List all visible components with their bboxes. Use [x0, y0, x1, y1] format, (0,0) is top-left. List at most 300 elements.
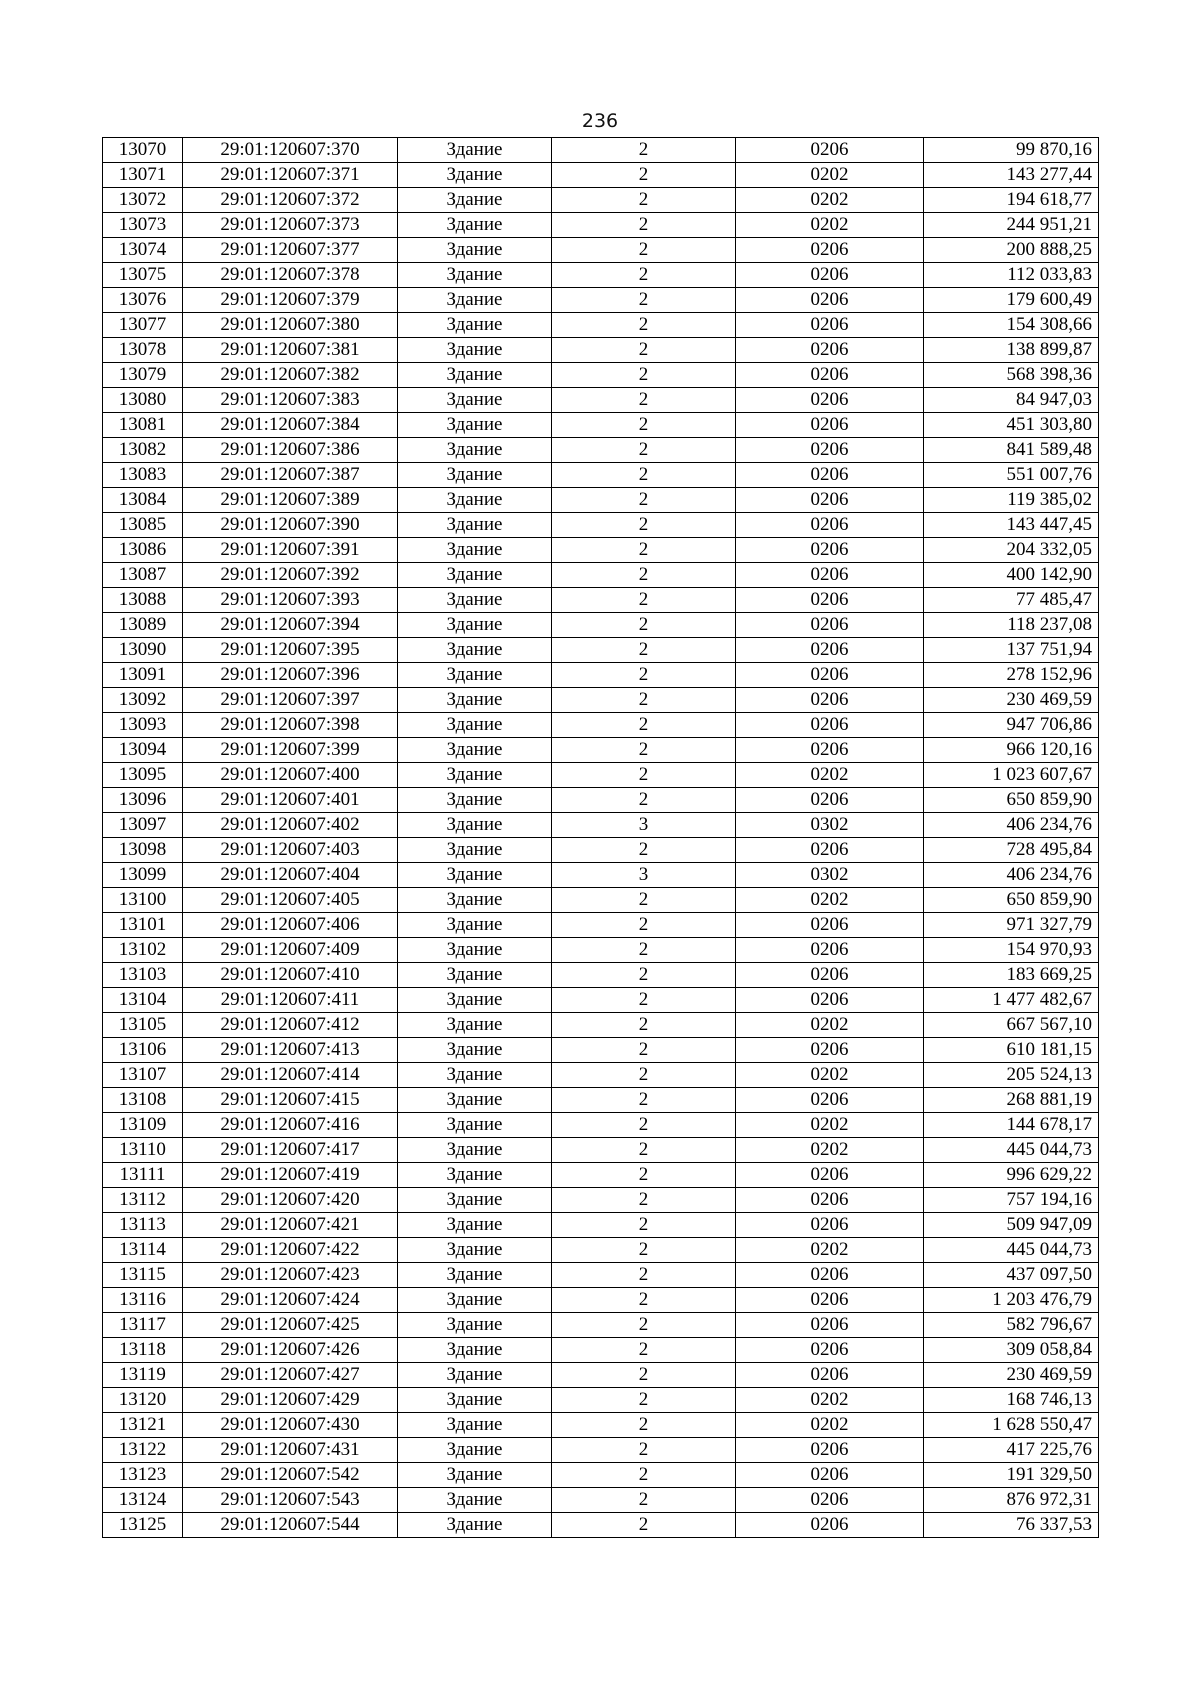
table-row — [103, 1013, 1099, 1038]
row-number-cell: 13115 — [103, 1263, 183, 1288]
group-cell: 2 — [552, 1213, 736, 1238]
cadastral-value-cell: 568 398,36 — [924, 363, 1099, 388]
group-cell: 2 — [552, 1163, 736, 1188]
object-type-cell: Здание — [398, 863, 552, 888]
row-number-cell: 13091 — [103, 663, 183, 688]
subgroup-code-cell: 0206 — [736, 738, 924, 763]
cadastral-number-cell: 29:01:120607:399 — [183, 738, 398, 763]
subgroup-code-cell: 0202 — [736, 1013, 924, 1038]
cadastral-value-cell: 1 203 476,79 — [924, 1288, 1099, 1313]
subgroup-code-cell: 0206 — [736, 1088, 924, 1113]
cadastral-value-cell: 400 142,90 — [924, 563, 1099, 588]
table-row — [103, 713, 1099, 738]
group-cell: 2 — [552, 738, 736, 763]
group-cell: 2 — [552, 1063, 736, 1088]
subgroup-code-cell: 0206 — [736, 913, 924, 938]
row-number-cell: 13109 — [103, 1113, 183, 1138]
cadastral-value-cell: 406 234,76 — [924, 863, 1099, 888]
cadastral-value-cell: 650 859,90 — [924, 788, 1099, 813]
table-row — [103, 688, 1099, 713]
cadastral-number-cell: 29:01:120607:384 — [183, 413, 398, 438]
cadastral-value-cell: 194 618,77 — [924, 188, 1099, 213]
table-row — [103, 863, 1099, 888]
table-row — [103, 1263, 1099, 1288]
row-number-cell: 13084 — [103, 488, 183, 513]
group-cell: 2 — [552, 363, 736, 388]
subgroup-code-cell: 0206 — [736, 1513, 924, 1538]
cadastral-value-cell: 204 332,05 — [924, 538, 1099, 563]
subgroup-code-cell: 0202 — [736, 1238, 924, 1263]
subgroup-code-cell: 0206 — [736, 713, 924, 738]
cadastral-value-cell: 278 152,96 — [924, 663, 1099, 688]
row-number-cell: 13123 — [103, 1463, 183, 1488]
table-row — [103, 1463, 1099, 1488]
cadastral-value-cell: 76 337,53 — [924, 1513, 1099, 1538]
subgroup-code-cell: 0206 — [736, 1213, 924, 1238]
cadastral-number-cell: 29:01:120607:544 — [183, 1513, 398, 1538]
subgroup-code-cell: 0206 — [736, 388, 924, 413]
subgroup-code-cell: 0206 — [736, 1338, 924, 1363]
group-cell: 2 — [552, 1463, 736, 1488]
group-cell: 2 — [552, 1188, 736, 1213]
row-number-cell: 13116 — [103, 1288, 183, 1313]
object-type-cell: Здание — [398, 1263, 552, 1288]
table-row — [103, 1113, 1099, 1138]
cadastral-number-cell: 29:01:120607:372 — [183, 188, 398, 213]
cadastral-number-cell: 29:01:120607:406 — [183, 913, 398, 938]
subgroup-code-cell: 0206 — [736, 288, 924, 313]
page-number: 236 — [581, 110, 619, 132]
object-type-cell: Здание — [398, 1063, 552, 1088]
subgroup-code-cell: 0206 — [736, 1288, 924, 1313]
group-cell: 2 — [552, 263, 736, 288]
subgroup-code-cell: 0206 — [736, 613, 924, 638]
row-number-cell: 13119 — [103, 1363, 183, 1388]
row-number-cell: 13089 — [103, 613, 183, 638]
subgroup-code-cell: 0206 — [736, 238, 924, 263]
subgroup-code-cell: 0206 — [736, 588, 924, 613]
group-cell: 2 — [552, 613, 736, 638]
subgroup-code-cell: 0206 — [736, 513, 924, 538]
row-number-cell: 13125 — [103, 1513, 183, 1538]
cadastral-number-cell: 29:01:120607:386 — [183, 438, 398, 463]
group-cell: 2 — [552, 688, 736, 713]
table-row — [103, 738, 1099, 763]
object-type-cell: Здание — [398, 1488, 552, 1513]
row-number-cell: 13107 — [103, 1063, 183, 1088]
cadastral-value-cell: 118 237,08 — [924, 613, 1099, 638]
row-number-cell: 13120 — [103, 1388, 183, 1413]
cadastral-value-cell: 667 567,10 — [924, 1013, 1099, 1038]
cadastral-value-cell: 154 308,66 — [924, 313, 1099, 338]
subgroup-code-cell: 0206 — [736, 838, 924, 863]
row-number-cell: 13113 — [103, 1213, 183, 1238]
cadastral-number-cell: 29:01:120607:401 — [183, 788, 398, 813]
cadastral-value-cell: 417 225,76 — [924, 1438, 1099, 1463]
table-row — [103, 188, 1099, 213]
cadastral-number-cell: 29:01:120607:392 — [183, 563, 398, 588]
subgroup-code-cell: 0202 — [736, 888, 924, 913]
row-number-cell: 13080 — [103, 388, 183, 413]
object-type-cell: Здание — [398, 288, 552, 313]
cadastral-value-cell: 996 629,22 — [924, 1163, 1099, 1188]
row-number-cell: 13122 — [103, 1438, 183, 1463]
object-type-cell: Здание — [398, 813, 552, 838]
row-number-cell: 13121 — [103, 1413, 183, 1438]
row-number-cell: 13100 — [103, 888, 183, 913]
cadastral-number-cell: 29:01:120607:403 — [183, 838, 398, 863]
object-type-cell: Здание — [398, 613, 552, 638]
table-row — [103, 938, 1099, 963]
cadastral-value-cell: 99 870,16 — [924, 138, 1099, 163]
cadastral-number-cell: 29:01:120607:370 — [183, 138, 398, 163]
row-number-cell: 13108 — [103, 1088, 183, 1113]
subgroup-code-cell: 0302 — [736, 863, 924, 888]
object-type-cell: Здание — [398, 413, 552, 438]
row-number-cell: 13102 — [103, 938, 183, 963]
object-type-cell: Здание — [398, 1113, 552, 1138]
table-row — [103, 263, 1099, 288]
group-cell: 2 — [552, 1038, 736, 1063]
cadastral-value-cell: 451 303,80 — [924, 413, 1099, 438]
cadastral-number-cell: 29:01:120607:379 — [183, 288, 398, 313]
table-row — [103, 288, 1099, 313]
table-row — [103, 313, 1099, 338]
subgroup-code-cell: 0206 — [736, 1463, 924, 1488]
cadastral-value-cell: 947 706,86 — [924, 713, 1099, 738]
cadastral-number-cell: 29:01:120607:404 — [183, 863, 398, 888]
subgroup-code-cell: 0206 — [736, 488, 924, 513]
group-cell: 2 — [552, 1013, 736, 1038]
object-type-cell: Здание — [398, 163, 552, 188]
object-type-cell: Здание — [398, 938, 552, 963]
group-cell: 2 — [552, 1388, 736, 1413]
cadastral-number-cell: 29:01:120607:397 — [183, 688, 398, 713]
cadastral-number-cell: 29:01:120607:410 — [183, 963, 398, 988]
subgroup-code-cell: 0202 — [736, 188, 924, 213]
group-cell: 2 — [552, 513, 736, 538]
table-row — [103, 1088, 1099, 1113]
cadastral-value-cell: 582 796,67 — [924, 1313, 1099, 1338]
cadastral-value-cell: 191 329,50 — [924, 1463, 1099, 1488]
table-row — [103, 1413, 1099, 1438]
object-type-cell: Здание — [398, 263, 552, 288]
subgroup-code-cell: 0206 — [736, 1263, 924, 1288]
subgroup-code-cell: 0206 — [736, 1488, 924, 1513]
table-row — [103, 388, 1099, 413]
cadastral-value-cell: 757 194,16 — [924, 1188, 1099, 1213]
cadastral-value-cell: 137 751,94 — [924, 638, 1099, 663]
table-row — [103, 888, 1099, 913]
subgroup-code-cell: 0206 — [736, 563, 924, 588]
subgroup-code-cell: 0202 — [736, 163, 924, 188]
table-row — [103, 1238, 1099, 1263]
cadastral-value-cell: 230 469,59 — [924, 1363, 1099, 1388]
row-number-cell: 13105 — [103, 1013, 183, 1038]
group-cell: 2 — [552, 838, 736, 863]
cadastral-value-cell: 445 044,73 — [924, 1138, 1099, 1163]
cadastral-value-cell: 509 947,09 — [924, 1213, 1099, 1238]
row-number-cell: 13104 — [103, 988, 183, 1013]
cadastral-number-cell: 29:01:120607:373 — [183, 213, 398, 238]
row-number-cell: 13073 — [103, 213, 183, 238]
object-type-cell: Здание — [398, 1213, 552, 1238]
subgroup-code-cell: 0202 — [736, 1113, 924, 1138]
registry-table — [102, 137, 1099, 1538]
group-cell: 2 — [552, 713, 736, 738]
row-number-cell: 13076 — [103, 288, 183, 313]
group-cell: 2 — [552, 1513, 736, 1538]
table-row — [103, 763, 1099, 788]
cadastral-value-cell: 112 033,83 — [924, 263, 1099, 288]
object-type-cell: Здание — [398, 1163, 552, 1188]
group-cell: 2 — [552, 638, 736, 663]
table-row — [103, 613, 1099, 638]
object-type-cell: Здание — [398, 988, 552, 1013]
group-cell: 2 — [552, 1438, 736, 1463]
cadastral-value-cell: 84 947,03 — [924, 388, 1099, 413]
cadastral-number-cell: 29:01:120607:412 — [183, 1013, 398, 1038]
subgroup-code-cell: 0206 — [736, 438, 924, 463]
table-row — [103, 788, 1099, 813]
row-number-cell: 13097 — [103, 813, 183, 838]
object-type-cell: Здание — [398, 638, 552, 663]
cadastral-value-cell: 971 327,79 — [924, 913, 1099, 938]
cadastral-number-cell: 29:01:120607:409 — [183, 938, 398, 963]
cadastral-number-cell: 29:01:120607:417 — [183, 1138, 398, 1163]
object-type-cell: Здание — [398, 963, 552, 988]
object-type-cell: Здание — [398, 363, 552, 388]
row-number-cell: 13092 — [103, 688, 183, 713]
table-row — [103, 963, 1099, 988]
table-row — [103, 1513, 1099, 1538]
subgroup-code-cell: 0206 — [736, 363, 924, 388]
object-type-cell: Здание — [398, 388, 552, 413]
subgroup-code-cell: 0206 — [736, 1188, 924, 1213]
group-cell: 2 — [552, 1088, 736, 1113]
row-number-cell: 13101 — [103, 913, 183, 938]
table-row — [103, 1313, 1099, 1338]
table-row — [103, 538, 1099, 563]
group-cell: 2 — [552, 438, 736, 463]
group-cell: 2 — [552, 988, 736, 1013]
cadastral-number-cell: 29:01:120607:414 — [183, 1063, 398, 1088]
row-number-cell: 13074 — [103, 238, 183, 263]
subgroup-code-cell: 0206 — [736, 1163, 924, 1188]
group-cell: 2 — [552, 888, 736, 913]
row-number-cell: 13099 — [103, 863, 183, 888]
row-number-cell: 13072 — [103, 188, 183, 213]
group-cell: 2 — [552, 1313, 736, 1338]
group-cell: 3 — [552, 813, 736, 838]
cadastral-value-cell: 728 495,84 — [924, 838, 1099, 863]
subgroup-code-cell: 0202 — [736, 1388, 924, 1413]
row-number-cell: 13103 — [103, 963, 183, 988]
subgroup-code-cell: 0206 — [736, 138, 924, 163]
table-row — [103, 638, 1099, 663]
group-cell: 2 — [552, 563, 736, 588]
registry-table-body — [103, 138, 1099, 1538]
table-row — [103, 438, 1099, 463]
subgroup-code-cell: 0202 — [736, 1063, 924, 1088]
cadastral-number-cell: 29:01:120607:422 — [183, 1238, 398, 1263]
table-row — [103, 1488, 1099, 1513]
group-cell: 2 — [552, 588, 736, 613]
object-type-cell: Здание — [398, 1338, 552, 1363]
group-cell: 2 — [552, 238, 736, 263]
row-number-cell: 13112 — [103, 1188, 183, 1213]
cadastral-value-cell: 966 120,16 — [924, 738, 1099, 763]
row-number-cell: 13087 — [103, 563, 183, 588]
table-row — [103, 1338, 1099, 1363]
object-type-cell: Здание — [398, 1388, 552, 1413]
group-cell: 2 — [552, 138, 736, 163]
cadastral-number-cell: 29:01:120607:431 — [183, 1438, 398, 1463]
row-number-cell: 13088 — [103, 588, 183, 613]
cadastral-value-cell: 154 970,93 — [924, 938, 1099, 963]
group-cell: 2 — [552, 1488, 736, 1513]
subgroup-code-cell: 0206 — [736, 1038, 924, 1063]
cadastral-value-cell: 168 746,13 — [924, 1388, 1099, 1413]
object-type-cell: Здание — [398, 763, 552, 788]
row-number-cell: 13078 — [103, 338, 183, 363]
object-type-cell: Здание — [398, 738, 552, 763]
cadastral-value-cell: 179 600,49 — [924, 288, 1099, 313]
cadastral-number-cell: 29:01:120607:395 — [183, 638, 398, 663]
cadastral-number-cell: 29:01:120607:396 — [183, 663, 398, 688]
group-cell: 2 — [552, 1138, 736, 1163]
row-number-cell: 13096 — [103, 788, 183, 813]
subgroup-code-cell: 0202 — [736, 1138, 924, 1163]
group-cell: 2 — [552, 488, 736, 513]
subgroup-code-cell: 0206 — [736, 463, 924, 488]
row-number-cell: 13070 — [103, 138, 183, 163]
object-type-cell: Здание — [398, 1438, 552, 1463]
object-type-cell: Здание — [398, 1313, 552, 1338]
subgroup-code-cell: 0206 — [736, 1313, 924, 1338]
cadastral-number-cell: 29:01:120607:402 — [183, 813, 398, 838]
table-row — [103, 488, 1099, 513]
group-cell: 2 — [552, 1113, 736, 1138]
row-number-cell: 13081 — [103, 413, 183, 438]
group-cell: 2 — [552, 938, 736, 963]
subgroup-code-cell: 0302 — [736, 813, 924, 838]
cadastral-number-cell: 29:01:120607:405 — [183, 888, 398, 913]
row-number-cell: 13071 — [103, 163, 183, 188]
group-cell: 2 — [552, 288, 736, 313]
cadastral-value-cell: 144 678,17 — [924, 1113, 1099, 1138]
subgroup-code-cell: 0206 — [736, 963, 924, 988]
row-number-cell: 13083 — [103, 463, 183, 488]
cadastral-number-cell: 29:01:120607:427 — [183, 1363, 398, 1388]
group-cell: 2 — [552, 1413, 736, 1438]
subgroup-code-cell: 0202 — [736, 213, 924, 238]
subgroup-code-cell: 0206 — [736, 688, 924, 713]
object-type-cell: Здание — [398, 888, 552, 913]
table-row — [103, 163, 1099, 188]
group-cell: 2 — [552, 663, 736, 688]
cadastral-number-cell: 29:01:120607:429 — [183, 1388, 398, 1413]
cadastral-number-cell: 29:01:120607:393 — [183, 588, 398, 613]
cadastral-number-cell: 29:01:120607:380 — [183, 313, 398, 338]
cadastral-value-cell: 1 023 607,67 — [924, 763, 1099, 788]
table-row — [103, 363, 1099, 388]
object-type-cell: Здание — [398, 538, 552, 563]
object-type-cell: Здание — [398, 138, 552, 163]
cadastral-value-cell: 1 477 482,67 — [924, 988, 1099, 1013]
cadastral-value-cell: 183 669,25 — [924, 963, 1099, 988]
cadastral-value-cell: 143 447,45 — [924, 513, 1099, 538]
cadastral-value-cell: 876 972,31 — [924, 1488, 1099, 1513]
table-row — [103, 813, 1099, 838]
subgroup-code-cell: 0202 — [736, 763, 924, 788]
table-row — [103, 513, 1099, 538]
cadastral-value-cell: 230 469,59 — [924, 688, 1099, 713]
row-number-cell: 13086 — [103, 538, 183, 563]
cadastral-number-cell: 29:01:120607:387 — [183, 463, 398, 488]
row-number-cell: 13098 — [103, 838, 183, 863]
object-type-cell: Здание — [398, 488, 552, 513]
cadastral-number-cell: 29:01:120607:381 — [183, 338, 398, 363]
table-row — [103, 1063, 1099, 1088]
row-number-cell: 13077 — [103, 313, 183, 338]
object-type-cell: Здание — [398, 513, 552, 538]
object-type-cell: Здание — [398, 788, 552, 813]
cadastral-number-cell: 29:01:120607:543 — [183, 1488, 398, 1513]
group-cell: 2 — [552, 1288, 736, 1313]
object-type-cell: Здание — [398, 1363, 552, 1388]
cadastral-number-cell: 29:01:120607:378 — [183, 263, 398, 288]
cadastral-value-cell: 268 881,19 — [924, 1088, 1099, 1113]
table-row — [103, 1038, 1099, 1063]
table-row — [103, 338, 1099, 363]
cadastral-value-cell: 437 097,50 — [924, 1263, 1099, 1288]
group-cell: 2 — [552, 188, 736, 213]
group-cell: 3 — [552, 863, 736, 888]
cadastral-number-cell: 29:01:120607:542 — [183, 1463, 398, 1488]
object-type-cell: Здание — [398, 1138, 552, 1163]
subgroup-code-cell: 0206 — [736, 413, 924, 438]
object-type-cell: Здание — [398, 588, 552, 613]
subgroup-code-cell: 0206 — [736, 663, 924, 688]
object-type-cell: Здание — [398, 1463, 552, 1488]
table-row — [103, 588, 1099, 613]
group-cell: 2 — [552, 538, 736, 563]
cadastral-value-cell: 1 628 550,47 — [924, 1413, 1099, 1438]
row-number-cell: 13082 — [103, 438, 183, 463]
cadastral-number-cell: 29:01:120607:371 — [183, 163, 398, 188]
table-row — [103, 213, 1099, 238]
object-type-cell: Здание — [398, 663, 552, 688]
object-type-cell: Здание — [398, 1238, 552, 1263]
table-row — [103, 1163, 1099, 1188]
object-type-cell: Здание — [398, 213, 552, 238]
cadastral-number-cell: 29:01:120607:377 — [183, 238, 398, 263]
cadastral-value-cell: 650 859,90 — [924, 888, 1099, 913]
cadastral-number-cell: 29:01:120607:421 — [183, 1213, 398, 1238]
cadastral-value-cell: 841 589,48 — [924, 438, 1099, 463]
cadastral-number-cell: 29:01:120607:430 — [183, 1413, 398, 1438]
cadastral-number-cell: 29:01:120607:391 — [183, 538, 398, 563]
table-row — [103, 663, 1099, 688]
cadastral-value-cell: 309 058,84 — [924, 1338, 1099, 1363]
row-number-cell: 13095 — [103, 763, 183, 788]
object-type-cell: Здание — [398, 1513, 552, 1538]
object-type-cell: Здание — [398, 1188, 552, 1213]
object-type-cell: Здание — [398, 563, 552, 588]
cadastral-value-cell: 610 181,15 — [924, 1038, 1099, 1063]
cadastral-number-cell: 29:01:120607:400 — [183, 763, 398, 788]
